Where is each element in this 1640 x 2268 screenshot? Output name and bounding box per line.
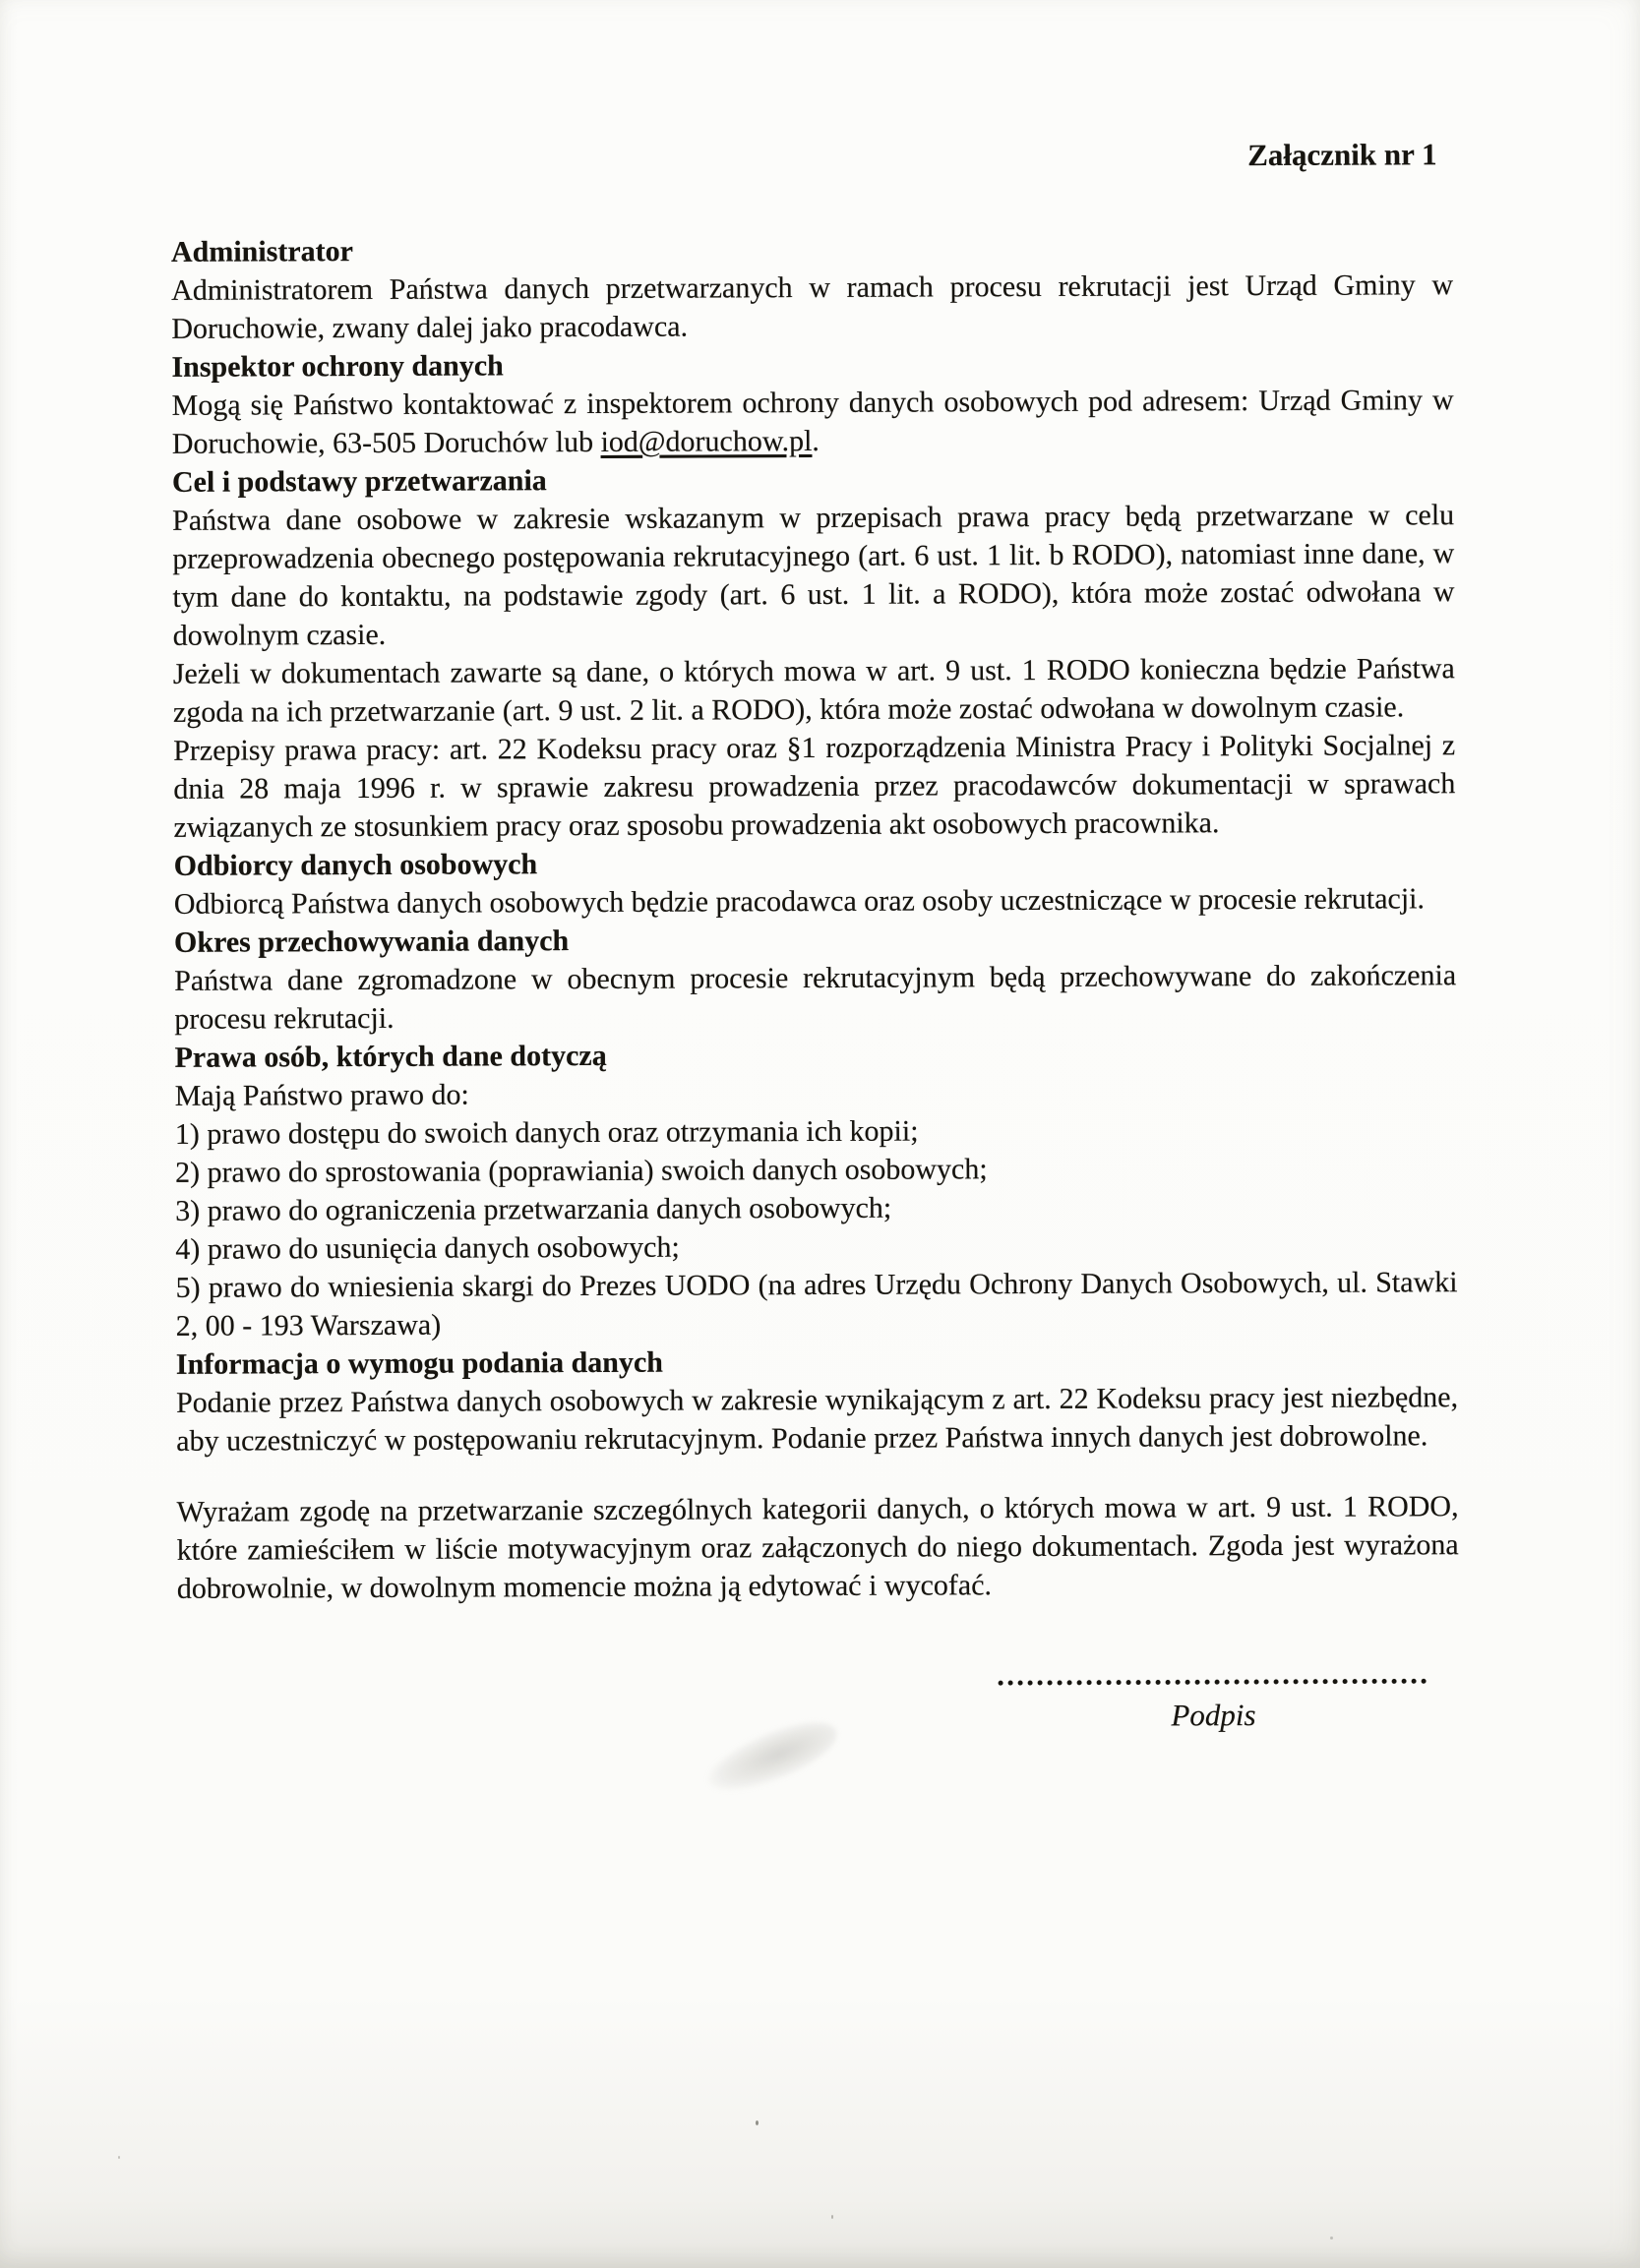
paragraph-informacja: Podanie przez Państwa danych osobowych w zakresie wynikającym z art. 22 Kodeksu pracy jest niezbędne, aby uczestniczyć w postępowaniu rekrutacyjnym. Podanie przez Państwa innych danych jest dobrowolne. [175, 1381, 1459, 1458]
list-item-3: 3) prawo do ograniczenia przetwarzania danych osobowych; [175, 1191, 892, 1227]
section-administrator [171, 227, 1453, 348]
signature-label: Podpis [1171, 1698, 1256, 1733]
section-okres-przechowywania [174, 918, 1456, 1039]
section-heading-prawa: Prawa osób, których dane dotyczą [174, 1039, 607, 1074]
section-heading-cel: Cel i podstawy przetwarzania [171, 464, 547, 499]
paragraph-cel-1: Państwa dane osobowe w zakresie wskazanym w przepisach prawa pracy będą przetwarzane w celu przeprowadzenia obecnego postępowania rekrutacyjnego (art. 6 ust. 1 lit. b RODO), natomiast inne dane, w tym dane do kontaktu, na podstawie zgody (art. 6 ust. 1 lit. a RODO), która może zostać odwołana w dowolnym czasie. [172, 499, 1455, 652]
section-odbiorcy [174, 841, 1456, 924]
list-item-1: 1) prawo dostępu do swoich danych oraz otrzymania ich kopii; [174, 1114, 919, 1151]
paragraph-cel-2: Jeżeli w dokumentach zawarte są dane, o których mowa w art. 9 ust. 1 RODO konieczna będzie Państwa zgoda na ich przetwarzanie (art. 9 ust. 2 lit. a RODO), która może zostać odwołana w dowolnym czasie. [172, 652, 1455, 729]
email-link: iod@doruchow.pl [600, 425, 813, 458]
paragraph-text-pre: Mogą się Państwo kontaktować z inspektorem ochrony danych osobowych pod adresem: Urząd Gminy w Doruchowie, 63-505 Doruchów lub [171, 384, 1454, 460]
section-informacja-o-wymogu [176, 1340, 1458, 1461]
scan-speck [118, 2156, 120, 2159]
section-heading-odbiorcy: Odbiorcy danych osobowych [173, 848, 538, 882]
paragraph-odbiorcy: Odbiorcą Państwa danych osobowych będzie pracodawca oraz osoby uczestniczące w procesie rekrutacji. [173, 882, 1426, 921]
paragraph-okres: Państwa dane zgromadzone w obecnym procesie rekrutacyjnym będą przechowywane do zakończenia procesu rekrutacji. [174, 959, 1457, 1036]
attachment-label: Załącznik nr 1 [1247, 137, 1437, 173]
consent-paragraph: Wyrażam zgodę na przetwarzanie szczególnych kategorii danych, o których mowa w art. 9 ust. 1 RODO, które zamieściłem w liście motywacyjnym oraz załączonych do niego dokumentach. Zgoda jest wyrażona dobrowolnie, w dowolnym momencie można ją edytować i wycofać. [176, 1490, 1459, 1605]
section-inspektor-ochrony-danych [171, 342, 1453, 463]
paragraph-administrator: Administratorem Państwa danych przetwarzanych w ramach procesu rekrutacji jest Urząd Gminy w Doruchowie, zwany dalej jako pracodawca. [171, 269, 1454, 345]
paragraph-text-post: . [812, 424, 820, 458]
list-item-2: 2) prawo do sprostowania (poprawiania) swoich danych osobowych; [174, 1153, 988, 1189]
list-item-4: 4) prawo do usunięcia danych osobowych; [175, 1230, 680, 1266]
section-heading-inspektor: Inspektor ochrony danych [171, 349, 504, 384]
scan-speck [831, 2215, 833, 2219]
signature-inner [997, 1659, 1429, 1735]
document-content [170, 135, 1459, 1740]
scan-speck [756, 2120, 759, 2125]
paragraph-inspektor [172, 381, 1454, 463]
section-prawa-osob [174, 1033, 1457, 1345]
paragraph-cel-3: Przepisy prawa pracy: art. 22 Kodeksu pracy oraz §1 rozporządzenia Ministra Pracy i Polityki Socjalnej z dnia 28 maja 1996 r. w sprawie zakresu prowadzenia przez pracodawców dokumentacji w sprawach związanych ze stosunkiem pracy oraz sposobu prowadzenia akt osobowych pracownika. [173, 729, 1456, 844]
section-heading-administrator: Administrator [170, 235, 354, 269]
section-cel-i-podstawy [172, 457, 1456, 847]
section-heading-okres: Okres przechowywania danych [173, 925, 570, 959]
scan-speck [1330, 2237, 1333, 2239]
section-heading-informacja: Informacja o wymogu podania danych [175, 1345, 664, 1381]
list-item-5: 5) prawo do wniesienia skargi do Prezes UODO (na adres Urzędu Ochrony Danych Osobowych, ul. Stawki 2, 00 - 193 Warszawa) [175, 1266, 1458, 1343]
paragraph-prawa-intro: Mają Państwo prawo do: [174, 1078, 469, 1112]
signature-dotted-line: ............................................ [997, 1657, 1430, 1693]
